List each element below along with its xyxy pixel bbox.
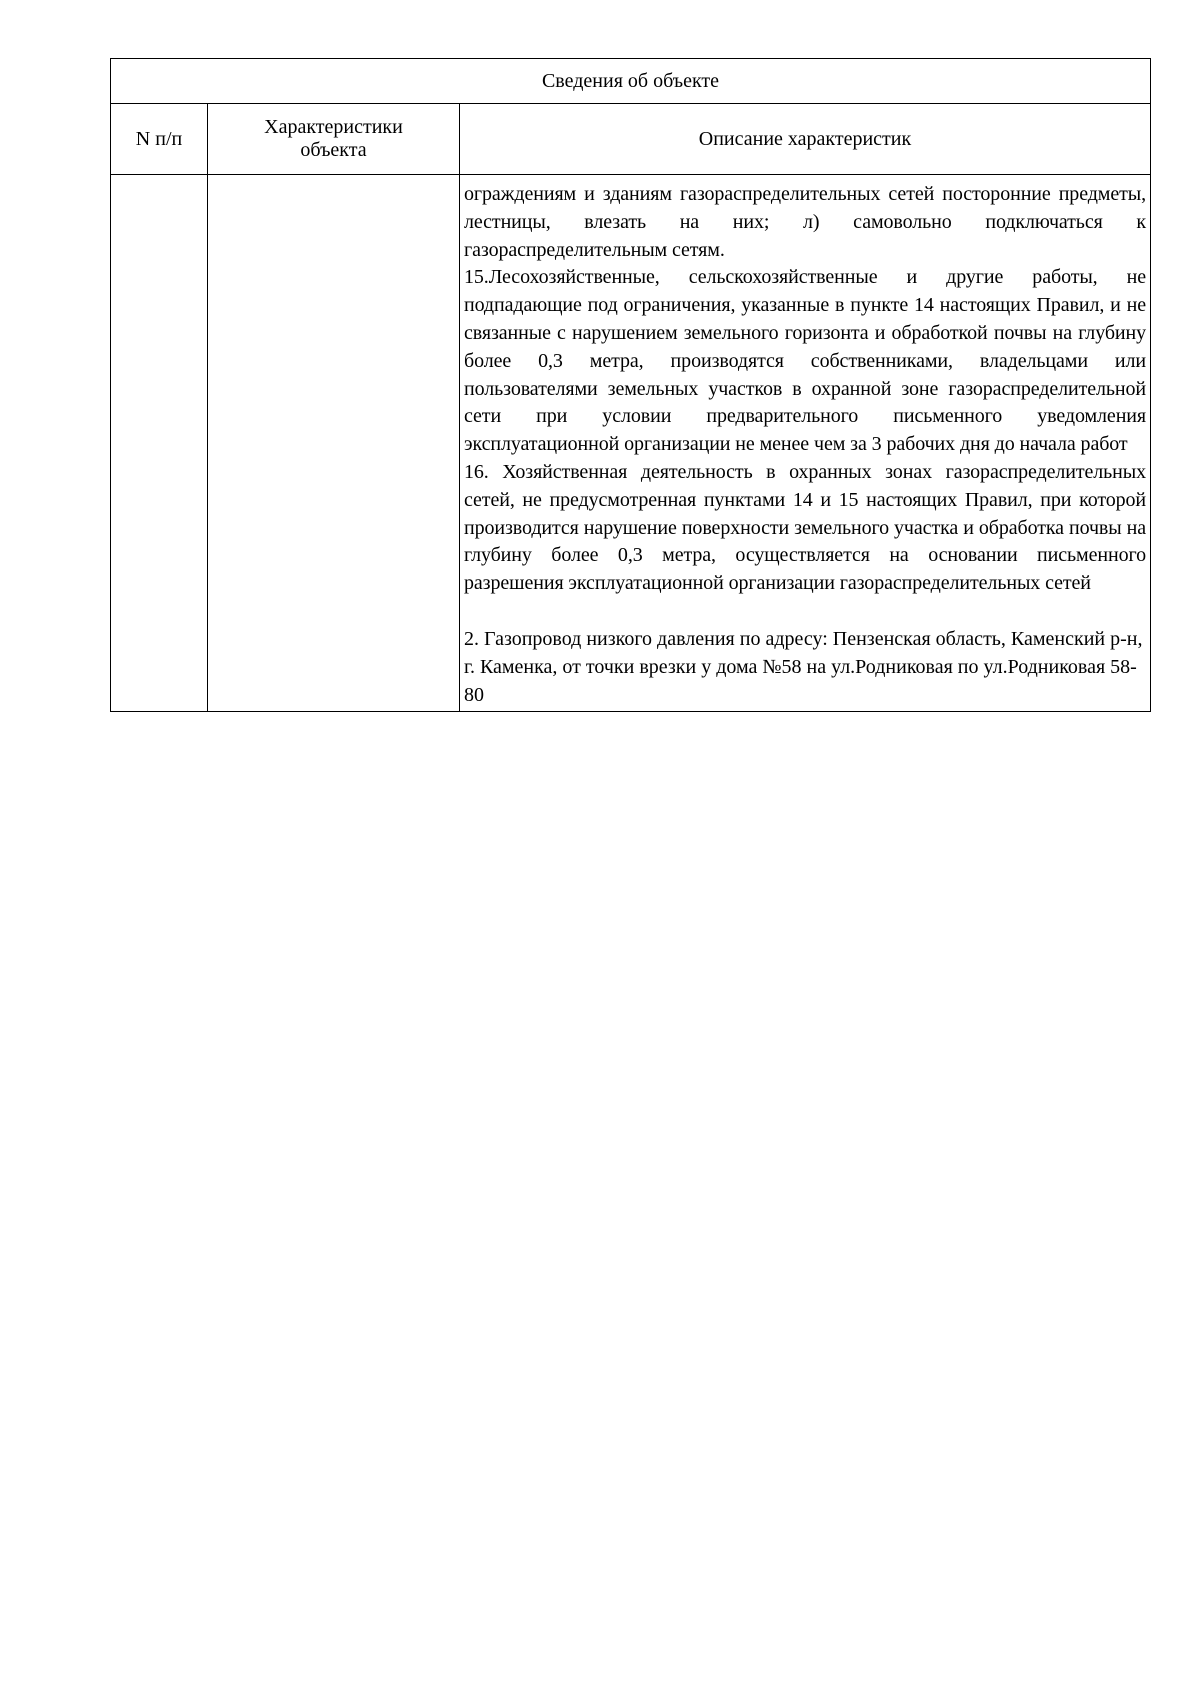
header-description: Описание характеристик [460,104,1151,175]
description-paragraph: ограждениям и зданиям газораспределительных сетей посторонние предметы, лестницы, влезать на них; л) самовольно подключаться к газораспределительным сетям. [464,183,1147,261]
description-paragraph: 15.Лесохозяйственные, сельскохозяйственные и другие работы, не подпадающие под ограничения, указанные в пункте 14 настоящих Правил, и не связанные с нарушением земельного горизонта и обработкой почвы на глубину более 0,3 метра, производятся собственниками, владельцами или пользователями земельных участков в охранной зоне газораспределительной сети при условии предварительного письменного уведомления эксплуатационной организации не менее чем за 3 рабочих дня до начала работ [464,266,1147,456]
row-num-cell [111,175,208,712]
object-info-table [110,58,1151,712]
header-characteristics [208,104,460,175]
description-paragraph: 16. Хозяйственная деятельность в охранных зонах газораспределительных сетей, не предусмотренная пунктами 14 и 15 настоящих Правил, при которой производится нарушение поверхности земельного участка и обработка почвы на глубину более 0,3 метра, осуществляется на основании письменного разрешения эксплуатационной организации газораспределительных сетей [464,460,1147,595]
header-characteristics-label: Характеристики объекта [264,116,403,161]
header-num: N п/п [111,104,208,175]
table-title: Сведения об объекте [111,59,1151,104]
table-row [111,175,1151,712]
table-header-row [111,104,1151,175]
row-description-cell [460,175,1151,712]
paragraph-spacer [464,598,1146,626]
row-characteristics-cell [208,175,460,712]
object-address: 2. Газопровод низкого давления по адресу: Пензенская область, Каменский р-н, г. Каменка, от точки врезки у дома №58 на ул.Родниковая по ул.Родниковая 58-80 [464,627,1143,706]
table-title-row [111,59,1151,104]
